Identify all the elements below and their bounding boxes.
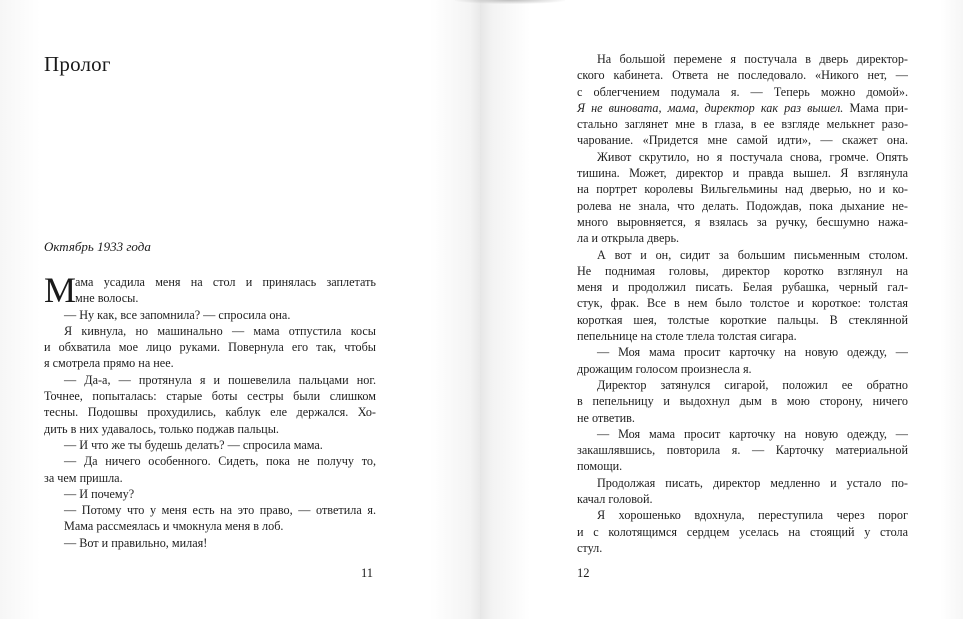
line-fragment: ла и открыла дверь.	[577, 231, 680, 246]
line-fragment: не ответив.	[577, 410, 635, 425]
line-fragment: качал головой.	[577, 492, 653, 507]
right-text-line	[577, 295, 908, 311]
line-fragment: А вот и он, сидит за большим письменным столом.	[597, 247, 908, 262]
left-text-line	[44, 518, 376, 534]
line-fragment: Не поднимая головы, директор коротко взглянул на	[577, 263, 908, 278]
line-fragment: дрожащим голосом произнесла я.	[577, 361, 752, 376]
left-page-text	[44, 270, 376, 551]
right-text-line	[577, 524, 908, 540]
line-fragment: Я кивнула, но машинально — мама отпустила косы	[64, 323, 376, 338]
right-text-line	[577, 247, 908, 263]
line-fragment: с облегчением подумала я. — Теперь можно домой».	[577, 84, 908, 99]
left-text-line	[44, 502, 376, 518]
right-text-line	[577, 312, 908, 328]
italic-fragment: Я не виновата, мама, директор как раз вышел.	[577, 100, 844, 115]
line-fragment: На большой перемене я постучала в дверь директор-	[597, 52, 908, 66]
left-text-line	[44, 339, 376, 355]
line-fragment: на портрет королевы Вильгельмины над дверью, но и ко-	[577, 182, 908, 197]
line-fragment: — Вот и правильно, милая!	[64, 535, 208, 550]
line-fragment: Я хорошенько вдохнула, переступила через порог	[597, 508, 908, 523]
line-fragment: я смотрела прямо на нее.	[44, 356, 174, 371]
right-text-line	[577, 165, 908, 181]
line-fragment: Директор затянулся сигарой, положил ее обратно	[597, 377, 908, 392]
line-fragment: помощи.	[577, 459, 623, 474]
right-text-line	[577, 132, 908, 148]
right-text-line	[577, 361, 908, 377]
right-text-line	[577, 67, 908, 83]
line-fragment: — Да ничего особенного. Сидеть, пока не получу то,	[64, 454, 376, 469]
top-edge-shadow	[455, 0, 565, 4]
right-text-line	[577, 442, 908, 458]
line-fragment: стук, фрак. Все в нем было толстое и короткое: толстая	[577, 296, 908, 311]
line-fragment: — И почему?	[64, 486, 135, 501]
right-text-line	[577, 198, 908, 214]
line-fragment: — Моя мама просит карточку на новую одежду, —	[597, 426, 908, 441]
right-text-line	[577, 279, 908, 295]
line-fragment: — Потому что у меня есть на это право, — ответила я.	[64, 503, 376, 518]
line-fragment: мне волосы.	[75, 291, 139, 306]
line-fragment: Мама рассмеялась и чмокнула меня в лоб.	[64, 519, 284, 534]
line-fragment: много выровняется, я взялась за ручку, бесшумно нажа-	[577, 214, 908, 229]
line-fragment: Точнее, попыталась: старые боты сестры были слишком	[44, 389, 376, 404]
line-fragment: меня и продолжил писать. Белая рубашка, черный гал-	[577, 280, 908, 295]
line-fragment: — Ну как, все запомнила? — спросила она.	[64, 307, 291, 322]
left-text-line	[44, 486, 376, 502]
left-text-line	[44, 453, 376, 469]
line-fragment: и обхватила мое лицо руками. Повернула его так, чтобы	[44, 340, 376, 355]
right-text-line	[577, 230, 908, 246]
line-fragment: стально заглянет мне в глаза, в ее взгляде мелькнет разо-	[577, 117, 908, 132]
right-text-line	[577, 149, 908, 165]
left-text-line	[44, 274, 376, 290]
line-fragment: стул.	[577, 540, 603, 555]
left-text-line	[44, 355, 376, 371]
line-fragment: тесны. Подошвы прохудились, каблук еле держался. Хо-	[44, 405, 376, 420]
line-fragment: ского кабинета. Ответа не последовало. «Никого нет, —	[577, 68, 908, 83]
line-fragment: пепельнице на столе тлела толстая сигара.	[577, 329, 797, 344]
right-text-line	[577, 491, 908, 507]
left-text-line	[44, 470, 376, 486]
right-text-line	[577, 475, 908, 491]
left-text-line	[44, 421, 376, 437]
line-fragment: — И что же ты будешь делать? — спросила мама.	[64, 437, 323, 452]
right-text-line	[577, 116, 908, 132]
line-fragment: дить в них удавалось, только поджав пальцы.	[44, 421, 279, 436]
page-number-left: 11	[361, 566, 374, 580]
left-text-line	[44, 290, 376, 306]
line-fragment: чарование. «Придется мне самой идти», — скажет она.	[577, 133, 908, 148]
right-text-line	[577, 328, 908, 344]
line-fragment: Мама при-	[843, 100, 908, 115]
page-number-right: 12	[577, 566, 590, 580]
drop-cap: М	[44, 270, 77, 310]
left-text-line	[44, 372, 376, 388]
left-text-line	[44, 535, 376, 551]
line-fragment: в пепельницу и выдохнул дым в мою сторону, ничего	[577, 394, 908, 409]
right-text-line	[577, 51, 908, 67]
chapter-title: Пролог	[44, 52, 111, 76]
line-fragment: закашлявшись, повторила я. — Карточку материальной	[577, 443, 908, 458]
line-fragment: и с колотящимся сердцем уселась на стоящий у стола	[577, 524, 908, 539]
right-text-line	[577, 181, 908, 197]
right-text-line	[577, 410, 908, 426]
left-text-line	[44, 307, 376, 323]
left-text-line	[44, 437, 376, 453]
right-page-text	[577, 51, 908, 556]
line-fragment: Живот скрутило, но я постучала снова, громче. Опять	[597, 149, 908, 164]
line-fragment: Продолжая писать, директор медленно и устало по-	[597, 475, 908, 490]
right-text-line	[577, 507, 908, 523]
right-text-line	[577, 540, 908, 556]
right-text-line	[577, 377, 908, 393]
left-text-line	[44, 388, 376, 404]
line-fragment: — Да-а, — протянула я и пошевелила пальцами ног.	[64, 372, 376, 387]
chapter-date: Октябрь 1933 года	[44, 239, 151, 254]
line-fragment: короткая шея, толстые короткие пальцы. В стеклянной	[577, 312, 908, 327]
right-text-line	[577, 84, 908, 100]
right-text-line	[577, 393, 908, 409]
line-fragment: за чем пришла.	[44, 470, 123, 485]
left-text-line	[44, 323, 376, 339]
line-fragment: тишина. Может, директор и правда вышел. Я взглянула	[577, 166, 908, 181]
right-text-line	[577, 458, 908, 474]
line-fragment: ама усадила меня на стол и принялась заплетать	[75, 275, 376, 289]
right-text-line	[577, 426, 908, 442]
left-text-line	[44, 404, 376, 420]
right-text-line	[577, 263, 908, 279]
line-fragment: ролева не знала, что делать. Подождав, пока дыхание не-	[577, 198, 908, 213]
right-text-line	[577, 214, 908, 230]
line-fragment: — Моя мама просит карточку на новую одежду, —	[597, 345, 908, 360]
right-text-line	[577, 344, 908, 360]
right-text-line	[577, 100, 908, 116]
